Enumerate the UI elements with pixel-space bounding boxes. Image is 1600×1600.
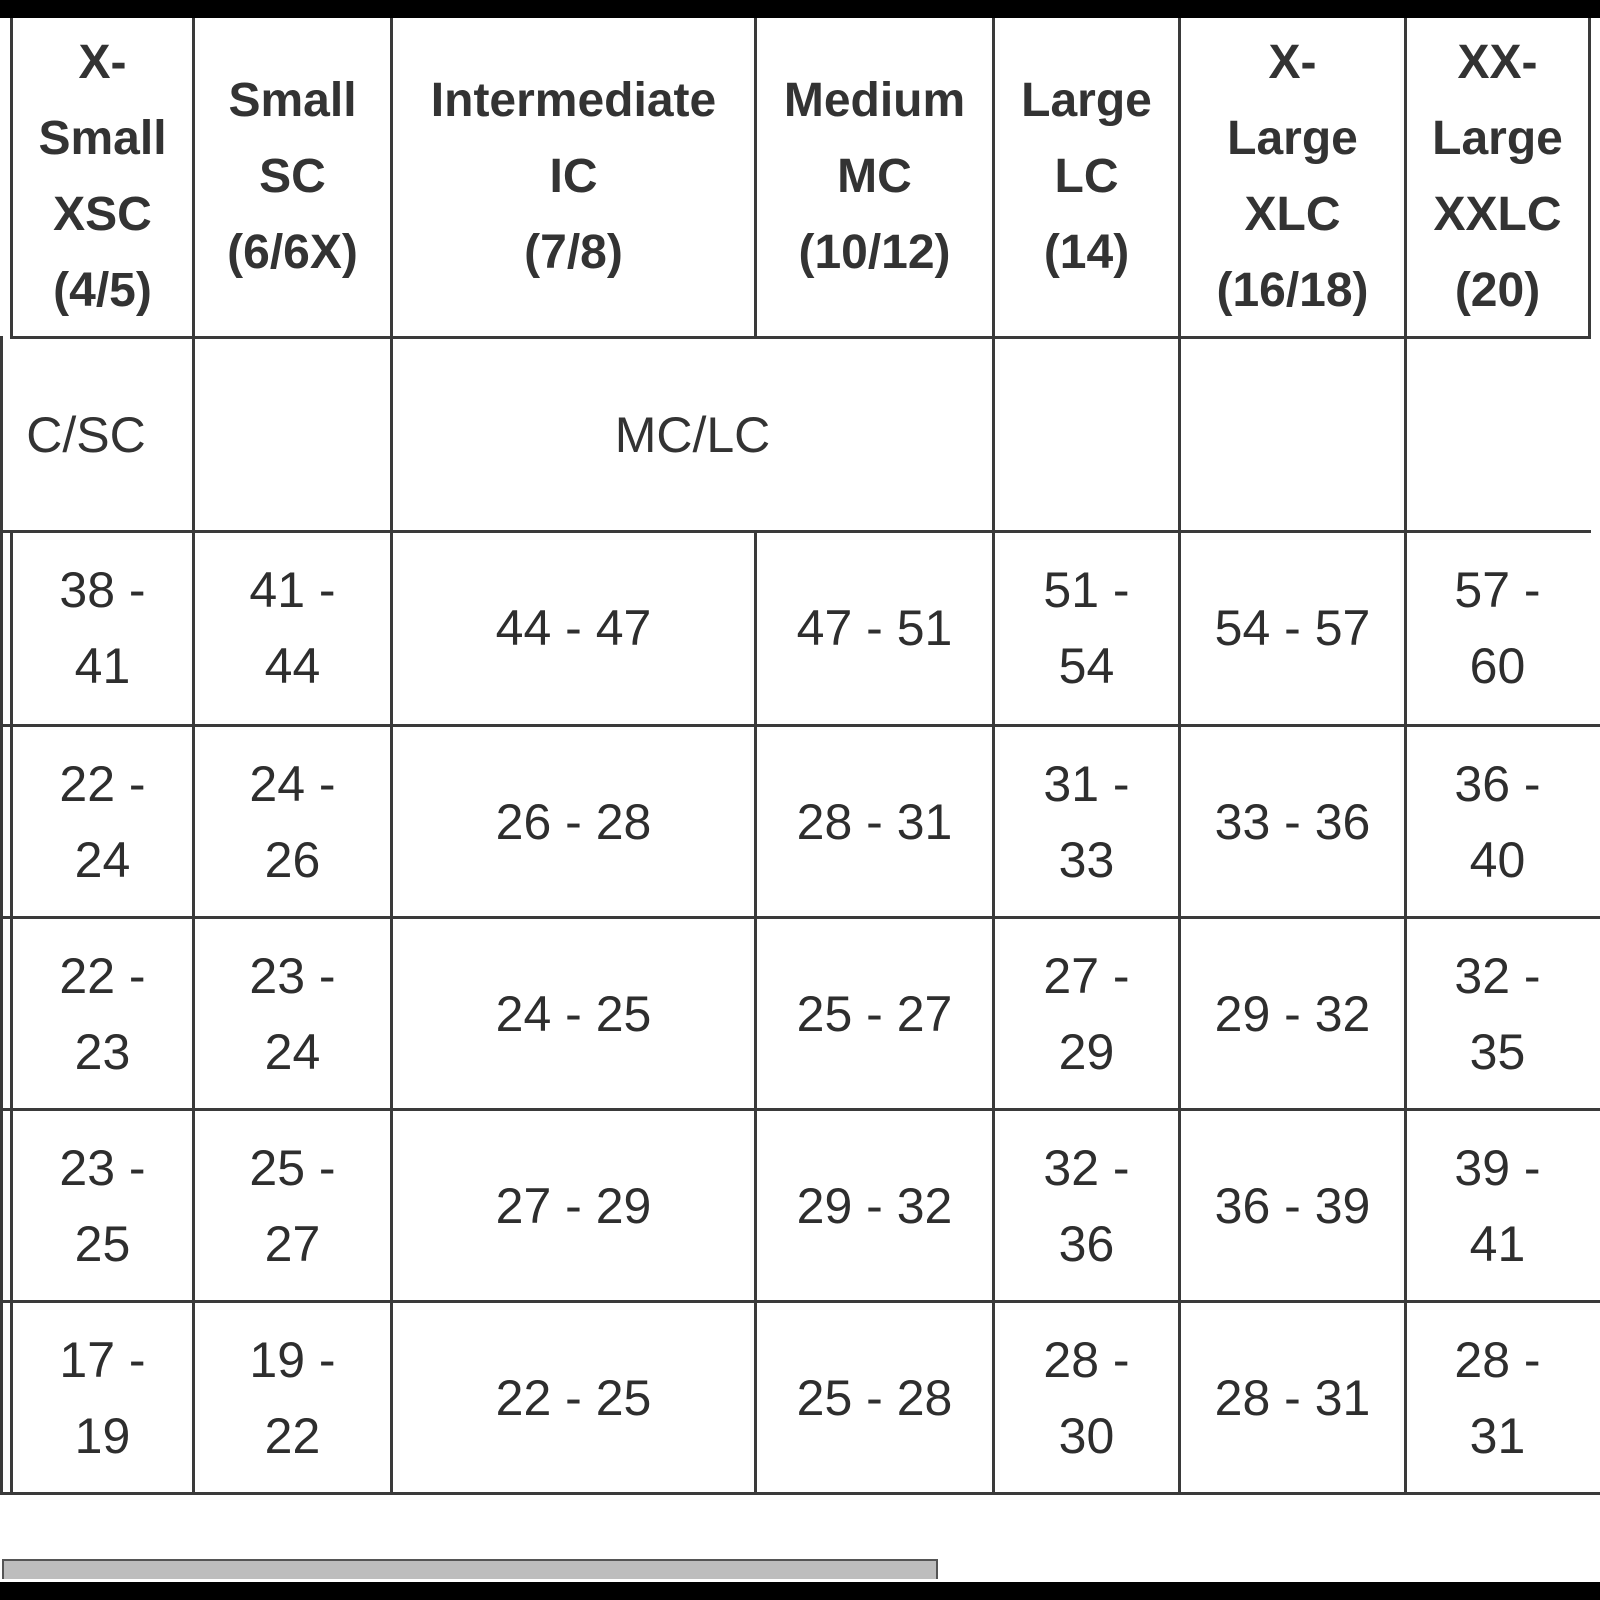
table-cell-value: 51 - 54	[1043, 561, 1130, 694]
table-cell-value: 26 - 28	[495, 793, 652, 850]
table-cell-value: 19 - 22	[249, 1331, 336, 1464]
table-border	[1588, 18, 1591, 336]
table-cell	[995, 533, 1178, 722]
table-cell-value: 32 - 36	[1043, 1139, 1130, 1272]
table-cell	[393, 1111, 754, 1300]
table-cell-value: 36 - 39	[1214, 1177, 1371, 1234]
table-cell	[1181, 727, 1404, 916]
header-cell-xlarge: X- Large XLC (16/18)	[1216, 36, 1369, 317]
table-cell	[1407, 727, 1588, 916]
table-cell-value: 28 - 31	[1214, 1369, 1371, 1426]
table-cell	[195, 1111, 390, 1300]
table-cell-value: 25 - 27	[796, 985, 953, 1042]
table-cell-value: 28 - 30	[1043, 1331, 1130, 1464]
table-cell-value: 28 - 31	[796, 793, 953, 850]
table-cell-value: 29 - 32	[796, 1177, 953, 1234]
table-cell-value: 39 - 41	[1454, 1139, 1541, 1272]
table-cell	[393, 533, 754, 722]
table-cell	[195, 727, 390, 916]
table-cell-value: 38 - 41	[59, 561, 146, 694]
table-cell	[393, 1303, 754, 1492]
table-cell-value: 33 - 36	[1214, 793, 1371, 850]
table-cell	[757, 919, 992, 1108]
table-cell	[1181, 1303, 1404, 1492]
table-cell-value: 23 - 24	[249, 947, 336, 1080]
merged-cell-center: MC/LC	[614, 406, 771, 463]
header-cell-large: Large LC (14)	[1021, 74, 1152, 279]
table-cell	[393, 727, 754, 916]
table-cell-value: 31 - 33	[1043, 755, 1130, 888]
table-cell	[1181, 1111, 1404, 1300]
table-cell-value: 36 - 40	[1454, 755, 1541, 888]
table-cell-value: 27 - 29	[1043, 947, 1130, 1080]
table-cell-value: 23 - 25	[59, 1139, 146, 1272]
table-cell	[995, 727, 1178, 916]
table-cell	[995, 1111, 1178, 1300]
table-cell	[757, 727, 992, 916]
header-cell-medium: Medium MC (10/12)	[783, 74, 966, 279]
size-chart-table	[0, 18, 1600, 1582]
table-cell-value: 57 - 60	[1454, 561, 1541, 694]
header-cell-xxlarge: XX- Large XXLC (20)	[1432, 36, 1563, 317]
table-cell-value: 17 - 19	[59, 1331, 146, 1464]
table-cell-value: 44 - 47	[495, 599, 652, 656]
table-cell	[13, 919, 192, 1108]
table-cell	[1181, 919, 1404, 1108]
table-cell-value: 22 - 25	[495, 1369, 652, 1426]
table-cell	[995, 1303, 1178, 1492]
table-cell	[13, 1303, 192, 1492]
table-cell-value: 47 - 51	[796, 599, 953, 656]
table-cell-value: 24 - 25	[495, 985, 652, 1042]
table-cell	[1407, 1303, 1588, 1492]
table-cell	[1407, 533, 1588, 722]
table-cell-value: 22 - 24	[59, 755, 146, 888]
table-cell-value: 22 - 23	[59, 947, 146, 1080]
table-cell	[995, 919, 1178, 1108]
table-cell	[195, 1303, 390, 1492]
table-cell	[757, 1111, 992, 1300]
table-cell-value: 27 - 29	[495, 1177, 652, 1234]
table-cell-value: 32 - 35	[1454, 947, 1541, 1080]
header-cell-intermediate: Intermediate IC (7/8)	[430, 74, 717, 279]
table-cell-value: 25 - 27	[249, 1139, 336, 1272]
table-border	[0, 1492, 1600, 1495]
table-cell	[13, 533, 192, 722]
table-cell-value: 28 - 31	[1454, 1331, 1541, 1464]
table-cell	[13, 727, 192, 916]
table-cell-value: 24 - 26	[249, 755, 336, 888]
table-cell	[757, 1303, 992, 1492]
header-cell-xsmall: X- Small XSC (4/5)	[38, 36, 167, 317]
horizontal-scrollbar-thumb[interactable]	[2, 1559, 938, 1579]
size-chart-screen	[0, 18, 1600, 1582]
table-cell	[757, 533, 992, 722]
table-cell-value: 25 - 28	[796, 1369, 953, 1426]
table-cell	[195, 533, 390, 722]
merged-cell-left: C/SC	[26, 406, 146, 463]
table-cell-value: 29 - 32	[1214, 985, 1371, 1042]
table-cell	[195, 919, 390, 1108]
table-cell-value: 41 - 44	[249, 561, 336, 694]
table-cell	[393, 919, 754, 1108]
header-cell-small: Small SC (6/6X)	[227, 74, 358, 279]
table-cell	[1407, 919, 1588, 1108]
table-cell	[1181, 533, 1404, 722]
table-cell-value: 54 - 57	[1214, 599, 1371, 656]
table-cell	[1407, 1111, 1588, 1300]
table-cell	[13, 1111, 192, 1300]
